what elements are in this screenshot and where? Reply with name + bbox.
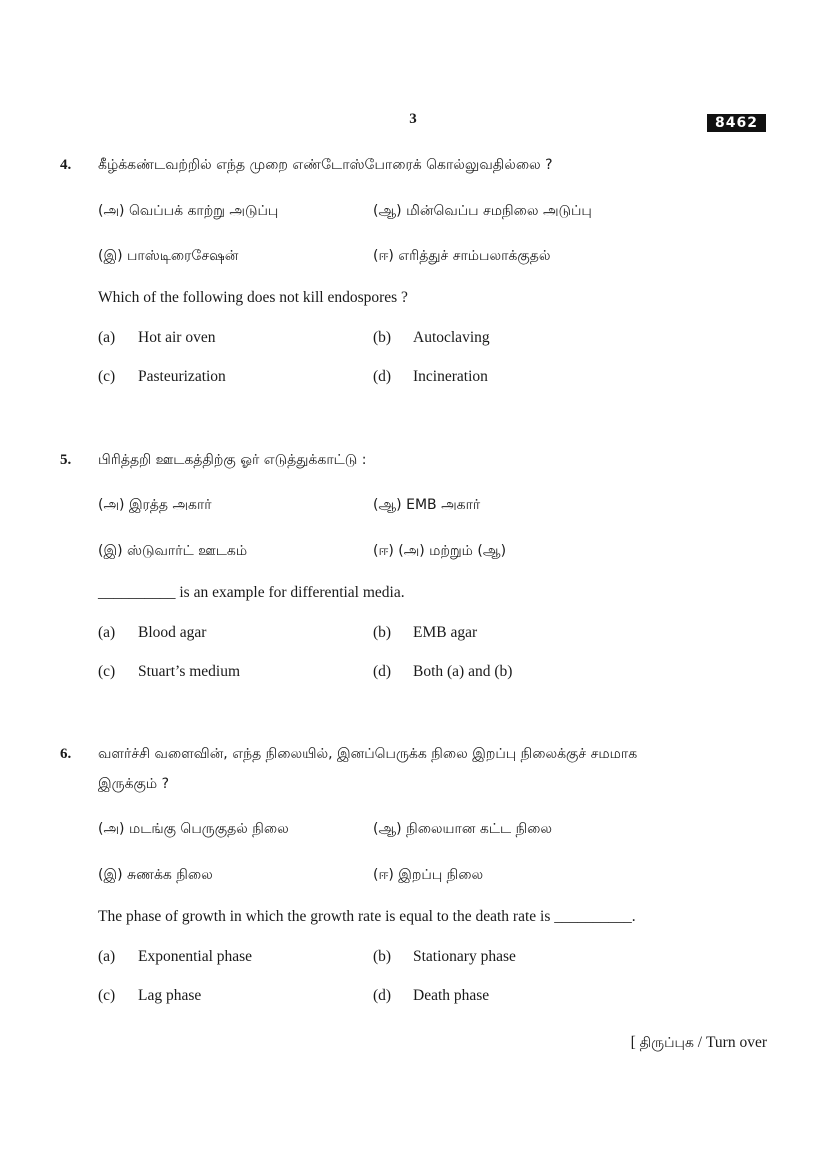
question-number: 6. [60, 746, 72, 762]
option-text: Autoclaving [413, 329, 490, 346]
footer-bracket: [ [630, 1034, 636, 1051]
option-text: இரத்த அகார் [128, 497, 212, 513]
option-label: (ஆ) [373, 497, 402, 513]
option-label: (ஆ) [373, 821, 402, 837]
option-label: (ஆ) [373, 203, 402, 219]
option-text: Lag phase [138, 987, 202, 1004]
option-text: Exponential phase [138, 948, 253, 965]
option-label: (a) [98, 329, 116, 346]
option-label: (a) [98, 948, 116, 965]
tamil-option [98, 821, 289, 839]
option-label: (b) [373, 329, 392, 346]
option-label: (c) [98, 663, 116, 680]
option-label: (அ) [98, 821, 125, 837]
page-number: 3 [409, 111, 417, 127]
option-text: Pasteurization [138, 368, 226, 385]
option-text: EMB agar [413, 624, 478, 641]
option-text: மடங்கு பெருகுதல் நிலை [128, 821, 289, 837]
tamil-option [98, 543, 247, 561]
option-label: (இ) [98, 543, 123, 559]
option-text: Both (a) and (b) [413, 663, 513, 680]
option-label: (ஈ) [373, 543, 394, 559]
question-english-text: The phase of growth in which the growth rate is equal to the death rate is __________. [98, 908, 636, 925]
tamil-option [373, 867, 483, 885]
question-english-text: Which of the following does not kill endospores ? [98, 289, 408, 306]
option-text: இறப்பு நிலை [398, 867, 484, 883]
option-text: ஸ்டுவார்ட் ஊடகம் [127, 543, 248, 559]
option-text: பாஸ்டிரைசேஷன் [127, 248, 239, 264]
question-english-text: __________ is an example for differential media. [98, 584, 405, 601]
tamil-option [98, 497, 212, 515]
option-text: Hot air oven [138, 329, 216, 346]
tamil-option [98, 248, 238, 266]
option-text: வெப்பக் காற்று அடுப்பு [128, 203, 279, 219]
option-text: சுணக்க நிலை [127, 867, 213, 883]
question-number: 5. [60, 452, 72, 468]
question-tamil-text: கீழ்க்கண்டவற்றில் எந்த முறை எண்டோஸ்போரைக் கொல்லுவதில்லை ? [98, 157, 553, 173]
question-tamil-text: பிரித்தறி ஊடகத்திற்கு ஓர் எடுத்துக்காட்டு : [98, 452, 367, 468]
tamil-option [373, 497, 480, 515]
option-label: (இ) [98, 867, 123, 883]
option-label: (அ) [98, 497, 125, 513]
question-tamil-text-line2: இருக்கும் ? [98, 776, 170, 792]
tamil-option [373, 203, 592, 221]
tamil-option [373, 248, 550, 266]
option-label: (b) [373, 948, 392, 965]
option-label: (ஈ) [373, 867, 394, 883]
option-text: Blood agar [138, 624, 207, 641]
option-text: எரித்துச் சாம்பலாக்குதல் [398, 248, 551, 264]
question-tamil-text-line1: வளர்ச்சி வளைவின், எந்த நிலையில், இனப்பெருக்க நிலை இறப்பு நிலைக்குச் சமமாக [98, 746, 638, 762]
footer-tamil: திருப்புக [639, 1035, 694, 1051]
tamil-option [98, 203, 278, 221]
question-number: 4. [60, 157, 72, 173]
footer-english: Turn over [705, 1034, 767, 1051]
option-text: (அ) மற்றும் (ஆ) [398, 543, 507, 559]
option-label: (b) [373, 624, 392, 641]
option-label: (d) [373, 987, 392, 1004]
option-text: Stationary phase [413, 948, 516, 965]
tamil-option [98, 867, 213, 885]
option-label: (a) [98, 624, 116, 641]
tamil-option [373, 821, 552, 839]
turn-over-note [631, 1034, 767, 1053]
option-text: EMB அகார் [406, 497, 481, 513]
option-text: மின்வெப்ப சமநிலை அடுப்பு [406, 203, 592, 219]
option-label: (d) [373, 663, 392, 680]
option-label: (c) [98, 368, 116, 385]
footer-separator: / [697, 1034, 703, 1051]
paper-code-badge: 8462 [707, 114, 766, 132]
option-label: (d) [373, 368, 392, 385]
option-label: (c) [98, 987, 116, 1004]
option-text: நிலையான கட்ட நிலை [406, 821, 553, 837]
tamil-option [373, 543, 506, 561]
option-label: (ஈ) [373, 248, 394, 264]
option-label: (இ) [98, 248, 123, 264]
option-text: Stuart’s medium [138, 663, 241, 680]
option-label: (அ) [98, 203, 125, 219]
option-text: Incineration [413, 368, 488, 385]
option-text: Death phase [413, 987, 490, 1004]
